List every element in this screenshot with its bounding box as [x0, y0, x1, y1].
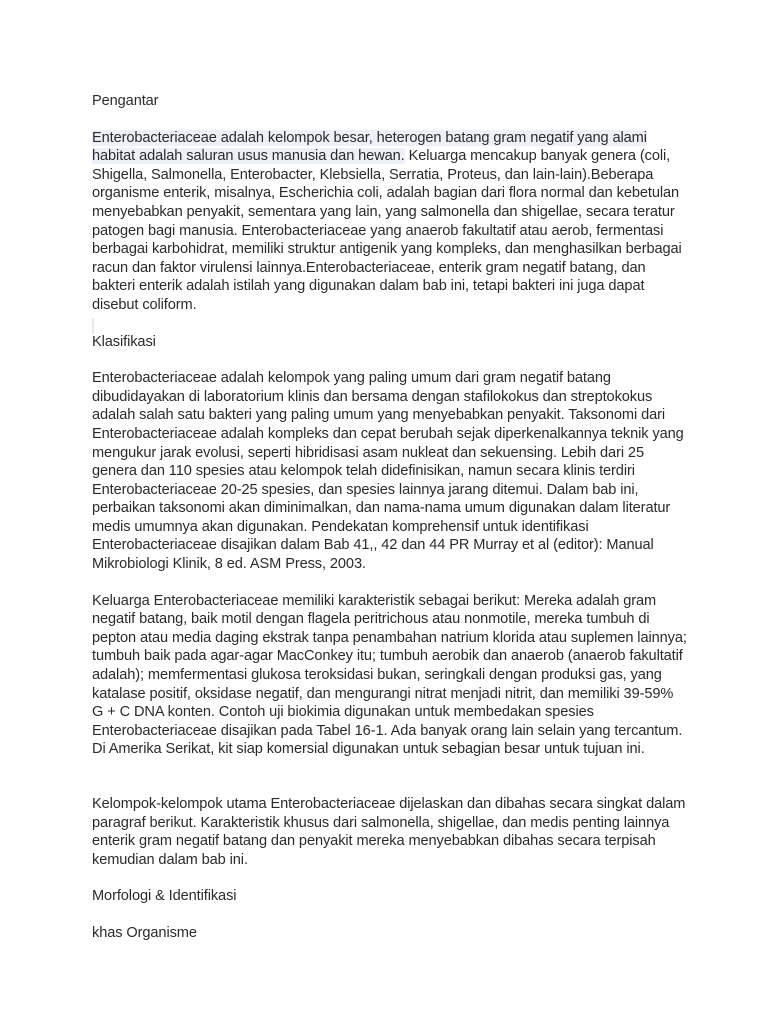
text-cursor-mark: [92, 318, 94, 334]
paragraph-classification-2: Keluarga Enterobacteriaceae memiliki karakteristik sebagai berikut: Mereka adalah gram negatif batang, baik motil dengan flagela peritrichous atau nonmotile, mereka tumbuh di pepton atau media daging ekstrak tanpa penambahan natrium klorida atau suplemen lainnya; tumbuh baik pada agar-agar MacConkey itu; tumbuh aerobik dan anaerob (anaerob fakultatif adalah); memfermentasi glukosa teroksidasi bukan, seringkali dengan produksi gas, yang katalase positif, oksidase negatif, dan mengurangi nitrat menjadi nitrit, dan memiliki 39-59% G + C DNA konten. Contoh uji biokimia digunakan untuk membedakan spesies Enterobacteriaceae disajikan pada Tabel 16-1. Ada banyak orang lain selain yang tercantum. Di Amerika Serikat, kit siap komersial digunakan untuk sebagian besar untuk tujuan ini.: [92, 592, 687, 758]
heading-morfologi: Morfologi & Identifikasi: [92, 888, 237, 905]
paragraph-intro[interactable]: [92, 129, 688, 315]
heading-klasifikasi: Klasifikasi: [92, 333, 156, 350]
heading-khas-organisme: khas Organisme: [92, 924, 197, 941]
paragraph-classification-1: Enterobacteriaceae adalah kelompok yang paling umum dari gram negatif batang dibudidayakan di laboratorium klinis dan bersama dengan stafilokokus dan streptokokus adalah salah satu bakteri yang paling umum yang menyebabkan penyakit. Taksonomi dari Enterobacteriaceae adalah kompleks dan cepat berubah sejak diperkenalkannya teknik yang mengukur jarak evolusi, seperti hibridisasi asam nukleat dan sekuensing. Lebih dari 25 genera dan 110 spesies atau kelompok telah didefinisikan, namun secara klinis terdiri Enterobacteriaceae 20-25 spesies, dan spesies lainnya jarang ditemui. Dalam bab ini, perbaikan taksonomi akan diminimalkan, dan nama-nama umum digunakan dalam literatur medis umumnya akan digunakan. Pendekatan komprehensif untuk identifikasi Enterobacteriaceae disajikan dalam Bab 41,, 42 dan 44 PR Murray et al (editor): Manual Mikrobiologi Klinik, 8 ed. ASM Press, 2003.: [92, 370, 684, 573]
intro-text: Keluarga mencakup banyak genera (coli, Shigella, Salmonella, Enterobacter, Klebsiella, Serratia, Proteus, dan lain-lain).Beberapa organisme enterik, misalnya, Escherichia coli, adalah bagian dari flora normal dan kebetulan menyebabkan penyakit, sementara yang lain, yang salmonella dan shigellae, secara teratur patogen bagi manusia. Enterobacteriaceae yang anaerob fakultatif atau aerob, fermentasi berbagai karbohidrat, memiliki struktur antigenik yang kompleks, dan menghasilkan berbagai racun dan faktor virulensi lainnya.Enterobacteriaceae, enterik gram negatif batang, dan bakteri enterik adalah istilah yang digunakan dalam bab ini, tetapi bakteri ini juga dapat disebut coliform.: [92, 148, 682, 313]
highlighted-selection[interactable]: Enterobacteriaceae adalah kelompok besar, heterogen batang gram negatif yang alami habitat adalah saluran usus manusia dan hewan.: [92, 129, 647, 165]
paragraph-classification-3: Kelompok-kelompok utama Enterobacteriaceae dijelaskan dan dibahas secara singkat dalam paragraf berikut. Karakteristik khusus dari salmonella, shigellae, dan medis penting lainnya enterik gram negatif batang dan penyakit mereka menyebabkan dibahas secara terpisah kemudian dalam bab ini.: [92, 796, 686, 868]
heading-pengantar: Pengantar: [92, 93, 159, 109]
